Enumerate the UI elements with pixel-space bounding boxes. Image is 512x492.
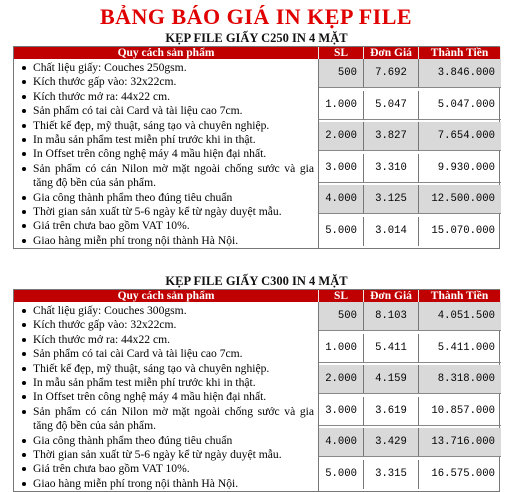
total-cell: 5.411.000 (419, 334, 501, 363)
total-cell: 4.051.500 (419, 302, 501, 331)
header-total: Thành Tiền (419, 47, 501, 59)
header-spec: Quy cách sản phẩm (14, 47, 319, 59)
header-qty: SL (319, 290, 364, 302)
price-cell: 5.047 (364, 91, 419, 120)
section-title: KẸP FILE GIẤY C250 IN 4 MẶT (165, 31, 348, 45)
total-cell: 8.318.000 (419, 365, 501, 394)
price-cell: 4.159 (364, 365, 419, 394)
spec-item: Kích thước gấp vào: 32x22cm. (14, 75, 318, 89)
price-cell: 3.014 (364, 217, 419, 246)
spec-item: Giá trên chưa bao gồm VAT 10%. (14, 219, 318, 233)
price-cell: 5.411 (364, 334, 419, 363)
spec-item: In mẫu sản phẩm test miễn phí trước khi in thật. (14, 133, 318, 147)
spec-item: In mẫu sản phẩm test miễn phí trước khi in thật. (14, 376, 318, 390)
qty-cell: 500 (319, 59, 364, 88)
spec-item: Sản phẩm có cán Nilon mờ mặt ngoài chống sước và gia tăng độ bền của sản phẩm. (14, 162, 318, 191)
spec-item: Giao hàng miễn phí trong nội thành Hà Nội. (14, 234, 318, 248)
spec-item: Sản phẩm có cán Nilon mờ mặt ngoài chống sước và gia tăng độ bền của sản phẩm. (14, 405, 318, 434)
spec-item: Gia công thành phẩm theo đúng tiêu chuẩn (14, 434, 318, 448)
price-table (13, 289, 500, 492)
total-cell: 10.857.000 (419, 397, 501, 426)
qty-cell: 3.000 (319, 154, 364, 183)
spec-item: Chất liệu giấy: Couches 300gsm. (14, 304, 318, 318)
qty-cell: 1.000 (319, 91, 364, 120)
total-cell: 9.930.000 (419, 154, 501, 183)
spec-list (14, 302, 319, 491)
spec-item: In Offset trên công nghệ máy 4 mầu hiện đại nhất. (14, 147, 318, 161)
spec-item: Sản phẩm có tai cài Card và tài liệu cao 7cm. (14, 347, 318, 361)
total-cell: 15.070.000 (431, 224, 495, 237)
total-cell: 16.575.000 (431, 467, 495, 480)
price-cell: 8.103 (364, 302, 419, 331)
price-cell: 7.692 (364, 59, 419, 88)
spec-item: Sản phẩm có tai cài Card và tài liệu cao 7cm. (14, 104, 318, 118)
header-qty: SL (319, 47, 364, 59)
header-price: Đơn Giá (364, 290, 419, 302)
spec-item: Thiết kế đẹp, mỹ thuật, sáng tạo và chuyên nghiệp. (14, 362, 318, 376)
spec-item: Giao hàng miễn phí trong nội thành Hà Nội. (14, 477, 318, 491)
qty-cell: 3.000 (319, 397, 364, 426)
qty-cell: 2.000 (319, 122, 364, 151)
spec-item: Kích thước mở ra: 44x22 cm. (14, 333, 318, 347)
qty-cell: 1.000 (319, 334, 364, 363)
qty-cell: 500 (319, 302, 364, 331)
header-total: Thành Tiền (419, 290, 501, 302)
total-cell: 13.716.000 (419, 428, 501, 457)
qty-cell: 2.000 (319, 365, 364, 394)
total-cell: 12.500.000 (419, 185, 501, 214)
spec-item: Chất liệu giấy: Couches 250gsm. (14, 61, 318, 75)
price-cell: 3.125 (364, 185, 419, 214)
qty-cell: 4.000 (319, 185, 364, 214)
spec-item: Kích thước gấp vào: 32x22cm. (14, 318, 318, 332)
main-title: BẢNG BÁO GIÁ IN KẸP FILE (99, 4, 413, 29)
total-cell: 7.654.000 (419, 122, 501, 151)
spec-item: In Offset trên công nghệ máy 4 mầu hiện đại nhất. (14, 390, 318, 404)
price-table (13, 46, 500, 249)
qty-cell: 4.000 (319, 428, 364, 457)
section-c300 (13, 274, 500, 492)
spec-item: Gia công thành phẩm theo đúng tiêu chuẩn (14, 191, 318, 205)
total-cell: 5.047.000 (419, 91, 501, 120)
header-spec: Quy cách sản phẩm (14, 290, 319, 302)
total-cell: 3.846.000 (419, 59, 501, 88)
price-cell: 3.619 (364, 397, 419, 426)
spec-item: Kích thước mở ra: 44x22 cm. (14, 90, 318, 104)
section-title: KẸP FILE GIẤY C300 IN 4 MẶT (165, 274, 348, 288)
price-cell: 3.429 (364, 428, 419, 457)
spec-item: Giá trên chưa bao gồm VAT 10%. (14, 462, 318, 476)
price-cell: 3.315 (364, 460, 419, 489)
spec-item: Thiết kế đẹp, mỹ thuật, sáng tạo và chuyên nghiệp. (14, 119, 318, 133)
spec-item: Thời gian sản xuất từ 5-6 ngày kể từ ngày duyệt mẫu. (14, 205, 318, 219)
spec-list (14, 59, 319, 248)
price-cell: 3.827 (364, 122, 419, 151)
header-price: Đơn Giá (364, 47, 419, 59)
qty-cell: 5.000 (319, 217, 364, 246)
price-cell: 3.310 (364, 154, 419, 183)
section-c250 (13, 31, 500, 249)
spec-item: Thời gian sản xuất từ 5-6 ngày kể từ ngày duyệt mẫu. (14, 448, 318, 462)
qty-cell: 5.000 (319, 460, 364, 489)
